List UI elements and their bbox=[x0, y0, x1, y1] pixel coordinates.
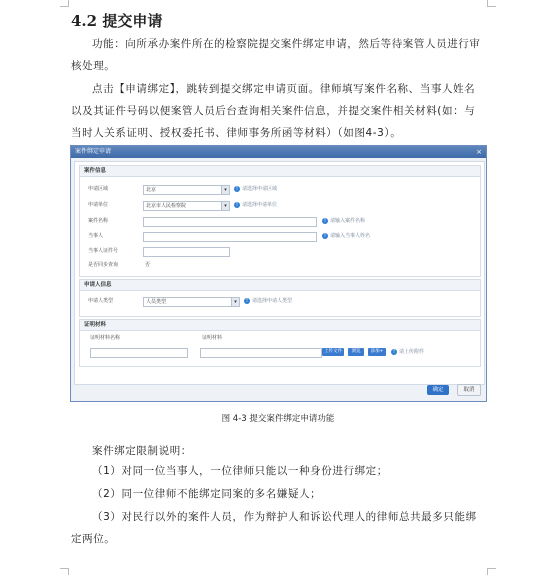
apply-region-hint-wrap bbox=[234, 185, 277, 193]
party-id-label: 当事人证件号 bbox=[88, 248, 119, 254]
case-name-hint: 请输入案件名称 bbox=[330, 218, 366, 224]
materials-hint-wrap bbox=[391, 348, 424, 356]
case-info-header: 案件信息 bbox=[80, 166, 480, 177]
party-hint-wrap bbox=[322, 232, 370, 240]
info-icon: ! bbox=[392, 348, 395, 355]
case-name-row bbox=[88, 216, 478, 226]
figure-caption: 图 4-3 提交案件绑定申请功能 bbox=[221, 414, 335, 424]
case-info-section bbox=[79, 165, 481, 277]
material-file-input[interactable] bbox=[200, 348, 322, 358]
apply-unit-select[interactable] bbox=[143, 201, 230, 211]
apply-unit-label: 申请单位 bbox=[88, 202, 109, 208]
dialog-body bbox=[74, 161, 485, 385]
materials-col-headers bbox=[88, 333, 478, 343]
related-query-label: 是否同步查询 bbox=[88, 262, 119, 268]
applicant-type-label: 申请人类型 bbox=[88, 298, 114, 304]
upload-file-button[interactable]: 上传文件 bbox=[324, 349, 342, 354]
apply-region-hint: 请选择申请区域 bbox=[242, 186, 278, 192]
related-query-value[interactable]: 否 bbox=[145, 262, 151, 268]
party-label: 当事人 bbox=[88, 233, 104, 239]
cancel-button[interactable]: 取消 bbox=[457, 384, 481, 396]
party-row bbox=[88, 231, 478, 241]
applicant-type-row bbox=[88, 296, 478, 306]
party-input[interactable] bbox=[143, 232, 317, 242]
section-heading: 4.2 提交申请 bbox=[71, 12, 163, 30]
materials-header: 证明材料 bbox=[80, 320, 480, 331]
applicant-type-select[interactable] bbox=[143, 297, 240, 307]
paragraph-restrictions-intro: 案件绑定限制说明： bbox=[92, 445, 192, 457]
materials-section bbox=[79, 319, 481, 367]
case-name-hint-wrap bbox=[322, 217, 365, 225]
apply-region-label: 申请区域 bbox=[88, 186, 109, 192]
browse-button[interactable]: 浏览 bbox=[348, 348, 364, 356]
material-name-input[interactable] bbox=[90, 348, 188, 358]
add-material-button[interactable]: 添加+ bbox=[368, 348, 386, 356]
close-icon[interactable]: × bbox=[476, 148, 482, 156]
corner-mark bbox=[487, 568, 496, 575]
corner-mark bbox=[60, 568, 69, 575]
applicant-type-hint: 请选择申请人类型 bbox=[252, 298, 293, 304]
paragraph-restriction-1: （1）对同一位当事人，一位律师只能以一种身份进行绑定； bbox=[92, 465, 388, 477]
paragraph-function: 功能：向所承办案件所在的检察院提交案件绑定申请，然后等待案管人员进行审核处理。 bbox=[71, 38, 481, 72]
apply-region-select[interactable] bbox=[143, 185, 230, 195]
info-icon: ! bbox=[235, 201, 238, 208]
info-icon: ! bbox=[245, 297, 248, 304]
chevron-down-icon: ▾ bbox=[221, 202, 229, 210]
material-name-column-header: 证明材料名称 bbox=[90, 335, 121, 341]
paragraph-restriction-3: （3）对民行以外的案件人员，作为辩护人和诉讼代理人的律师总共最多只能绑定两位。 bbox=[71, 511, 477, 545]
info-icon: ! bbox=[235, 185, 238, 192]
info-icon: ! bbox=[323, 217, 326, 224]
apply-unit-hint-wrap bbox=[234, 201, 277, 209]
apply-unit-value: 北京市人民检察院 bbox=[146, 203, 187, 209]
dialog-title-bar bbox=[71, 146, 486, 158]
party-id-row bbox=[88, 246, 478, 256]
apply-region-row bbox=[88, 184, 478, 194]
party-hint: 请输入当事人姓名 bbox=[330, 233, 371, 239]
chevron-down-icon: ▾ bbox=[221, 186, 229, 194]
materials-hint: 请上传附件 bbox=[399, 349, 425, 355]
applicant-type-value: 人员类型 bbox=[146, 299, 167, 305]
dialog-title: 案件绑定申请 bbox=[75, 148, 112, 155]
apply-unit-row bbox=[88, 200, 478, 210]
chevron-down-icon: ▾ bbox=[231, 298, 239, 306]
ok-button[interactable]: 确定 bbox=[427, 385, 449, 395]
bind-application-dialog bbox=[70, 145, 487, 402]
applicant-info-section bbox=[79, 279, 481, 317]
corner-mark bbox=[487, 0, 496, 7]
materials-entry-row bbox=[88, 347, 478, 357]
applicant-info-header: 申请人信息 bbox=[80, 280, 480, 291]
case-name-label: 案件名称 bbox=[88, 218, 109, 224]
info-icon: ! bbox=[323, 232, 326, 239]
applicant-type-hint-wrap bbox=[244, 297, 292, 305]
apply-region-value: 北京 bbox=[146, 187, 157, 193]
party-id-input[interactable] bbox=[143, 247, 230, 257]
paragraph-restriction-2: （2）同一位律师不能绑定同案的多名嫌疑人； bbox=[92, 488, 322, 500]
corner-mark bbox=[60, 0, 69, 7]
case-name-input[interactable] bbox=[143, 217, 317, 227]
related-query-row bbox=[88, 260, 478, 270]
material-file-column-header: 证明材料 bbox=[202, 335, 223, 341]
apply-unit-hint: 请选择申请单位 bbox=[242, 202, 278, 208]
paragraph-instructions: 点击【申请绑定】，跳转到提交绑定申请页面。律师填写案件名称、当事人姓名以及其证件号码以便案管人员后台查询相关案件信息，并提交案件相关材料(如：与当时人关系证明、授权委托书、律师事务所函等材料）（如图4-3）。 bbox=[71, 83, 476, 139]
